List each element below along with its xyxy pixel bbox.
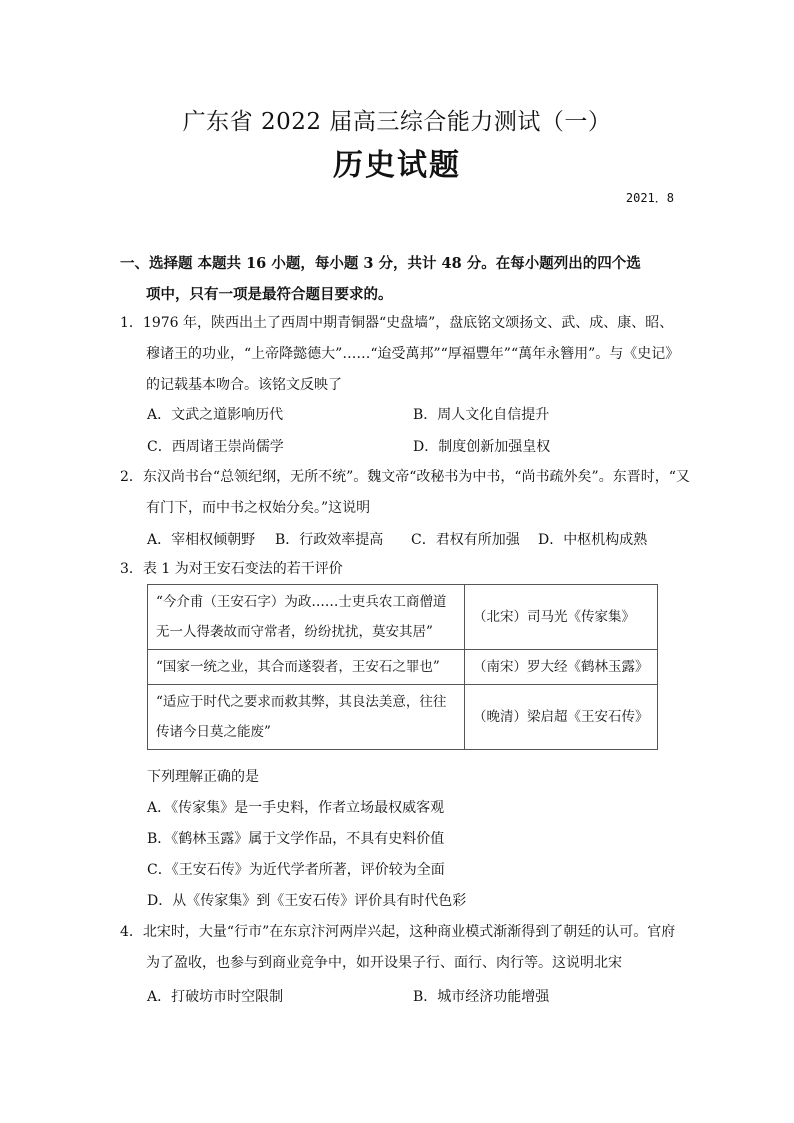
- quote-line: 无一人得袭故而守常者，纷纷扰扰，莫安其居”: [156, 624, 433, 640]
- section-heading: [120, 248, 680, 310]
- question-1-option-b[interactable]: B．周人文化自信提升: [413, 407, 550, 423]
- question-1-option-c[interactable]: C．西周诸王崇尚儒学: [147, 439, 284, 455]
- question-3-line1: 3．表 1 为对王安石变法的若干评价: [120, 561, 343, 577]
- question-2-option-b[interactable]: B．行政效率提高: [275, 532, 384, 548]
- question-2-option-a[interactable]: A．宰相权倾朝野: [147, 532, 256, 548]
- section-heading-line1: 一、选择题 本题共 16 小题，每小题 3 分，共计 48 分。在每小题列出的四个选: [120, 255, 641, 272]
- table-cell-source: （南宋）罗大经《鹤林玉露》: [465, 650, 658, 685]
- table-cell-source: （晚清）梁启超《王安石传》: [465, 685, 658, 750]
- quote-line: “国家一统之业，其合而遂裂者，王安石之罪也”: [156, 659, 440, 675]
- table-row: [148, 685, 658, 750]
- quote-line: “适应于时代之要求而救其弊，其良法美意，往往: [156, 694, 447, 710]
- question-4: [120, 917, 680, 979]
- subject-title: 历史试题: [333, 148, 461, 183]
- evaluation-table: [147, 584, 658, 750]
- question-3-stem: 下列理解正确的是: [147, 769, 259, 785]
- question-1-line3: 的记载基本吻合。该铭文反映了: [146, 377, 342, 393]
- question-3: [120, 554, 680, 585]
- question-2-line1: 2．东汉尚书台“总领纪纲，无所不统”。魏文帝“改秘书为中书，“尚书疏外矣”。东晋时，“又: [120, 469, 690, 485]
- exam-date: 2021．8: [625, 191, 674, 205]
- question-4-option-a[interactable]: A．打破坊市时空限制: [147, 989, 284, 1005]
- table-row: [148, 650, 658, 685]
- question-1-option-a[interactable]: A．文武之道影响历代: [147, 407, 284, 423]
- question-3-option-b[interactable]: B．《鹤林玉露》属于文学作品，不具有史料价值: [147, 831, 445, 847]
- table-cell-quote: [148, 685, 465, 750]
- question-1-line1: 1．1976 年，陕西出土了西周中期青铜器“史盘墙”，盘底铭文颂扬文、武、成、康、昭、: [120, 315, 674, 331]
- table-cell-source: （北宋）司马光《传家集》: [465, 585, 658, 650]
- section-heading-line2: 项中，只有一项是最符合题目要求的。: [146, 286, 393, 303]
- question-1: [120, 308, 680, 401]
- exam-title: 广东省 2022 届高三综合能力测试（一）: [182, 109, 612, 135]
- table-cell-quote: [148, 585, 465, 650]
- table-cell-quote: [148, 650, 465, 685]
- question-3-option-c[interactable]: C．《王安石传》为近代学者所著，评价较为全面: [147, 862, 445, 878]
- question-1-line2: 穆诸王的功业，“上帝降懿德大”……“迨受萬邦”“厚福豐年”“萬年永簪用”。与《史记》: [146, 346, 680, 362]
- question-4-option-b[interactable]: B．城市经济功能增强: [413, 989, 550, 1005]
- question-1-option-d[interactable]: D．制度创新加强皇权: [413, 439, 551, 455]
- quote-line: 传诸今日莫之能废”: [156, 724, 271, 740]
- question-2-option-c[interactable]: C．君权有所加强: [411, 532, 520, 548]
- question-2-line2: 有门下，而中书之权始分矣。”这说明: [146, 500, 371, 516]
- question-4-line2: 为了盈收，也参与到商业竞争中，如开设果子行、面行、肉行等。这说明北宋: [146, 955, 622, 971]
- question-4-line1: 4．北宋时，大量“行市”在东京汴河两岸兴起，这种商业模式渐渐得到了朝廷的认可。官府: [120, 924, 676, 940]
- question-3-option-a[interactable]: A．《传家集》是一手史料，作者立场最权威客观: [147, 800, 445, 816]
- table-row: [148, 585, 658, 650]
- question-2-option-d[interactable]: D．中枢机构成熟: [538, 532, 648, 548]
- question-3-option-d[interactable]: D．从《传家集》到《王安石传》评价具有时代色彩: [147, 893, 467, 909]
- question-2: [120, 462, 690, 524]
- quote-line: “今介甫（王安石字）为政……士吏兵农工商僧道: [156, 594, 447, 610]
